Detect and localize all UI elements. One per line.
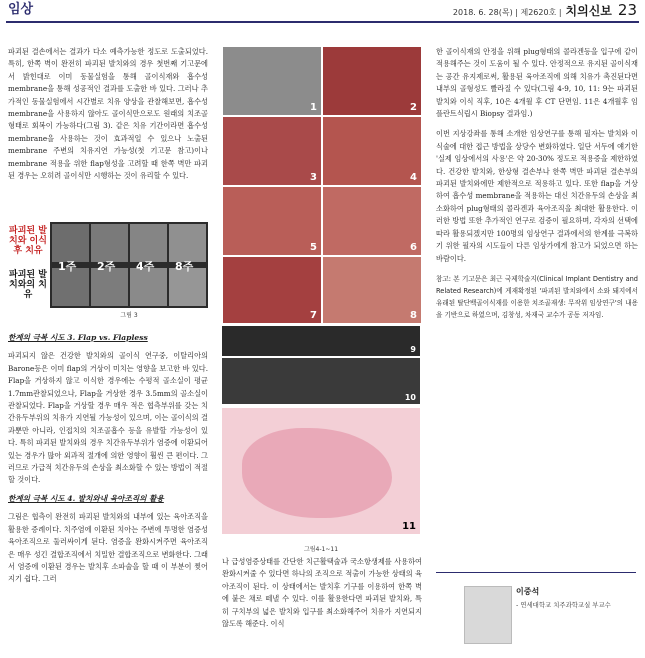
subheading-flap: 한계의 극복 시도 3. Flap vs. Flapless [8,333,148,342]
photo-1: 1 [222,46,322,116]
photo-5: 5 [222,186,322,256]
page-number: 23 [617,1,637,19]
fig4-caption: 그림4-1~11 [303,546,339,553]
right-para-2: 이번 지상강좌를 통해 소개한 임상연구를 통해 필자는 발치와 이식술에 대한 접근 방법을 상당수 변화하였다. 일단 서두에 얘기한 '실제 임상에서의 사용'은 약 20-30% 정도로 적용증을 제한하였다. 건강한 발치와, 한상형 결손부나 한쪽 벽만 파괴된 결손부의 파괴된 발치와에만 제한적으로 적용하고 있다. 또한 flap을 거상하여 흡수성 membrane을 적용하는 대신 치간유두의 손상을 최소화하여 plug형태의 콜라겐과 육아조직을 최대한 활용한다. 이러한 방법 또한 추가적인 연구로 검증이 필요하며, 각자의 선택에 따라 활용되겠지만 100명의 임상연구 결과에서의 한계를 극복하기 위한 필자의 시도들이 다른 임상가에게 참고가 되었으면 하는 바람이다. [436,129,638,263]
middle-column [222,556,422,634]
left-para-2: 파괴되지 않은 건강한 발치와의 골이식 연구중, 이탈리아의 Barone등은 이미 flap의 거상이 미치는 영향을 보고한 바 있다. Flap을 거상하지 않고 이식한 경우에는 수평적 골소실이 평균 1.7mm관찰되었으나, Flap을 거상한 경우 3.5mm의 골소실이 관찰되었다. Flap을 거상할 경우 매우 적은 협측부위를 갖는 치간유두부위의 치유가 지연될 가능성이 있으며, 이는 골이식의 결과뿐만 아니라, 인접치의 치조골흡수 등을 유발할 가능성이 있다. 특히 파괴된 발치와의 경우 치간유두부위가 염증에 이환되어 있는 경우가 많아 외과적 절개에 의한 영향이 훨씬 큰 편이다. 그러므로 가급적 치간유두의 손상을 최소화할 수 있는 방법이 적절할 것이다. [8,351,208,485]
fig3-label-top: 파괴된 발치와 이식후 치유 [9,226,47,256]
left-column [8,46,208,186]
header-rule [6,21,639,23]
photo-3: 3 [222,116,322,186]
right-column [436,46,638,325]
newspaper-brand: 치의신보 [565,4,612,18]
subheading-granulation: 한계의 극복 시도 4. 발치와내 육아조직의 활용 [8,493,164,503]
author-name: 이중석 [516,587,540,596]
author-box [436,572,636,652]
right-para-1: 한 골이식재의 안정을 위해 plug형태의 콜라겐등을 입구에 같이 적용해주는 것이 도움이 될 수 있다. 안정적으로 유지된 골이식재는 공간 유지제로써, 활용된 육아조직에 의해 치유가 촉진된다면 내부의 골형성도 빨라질 수 있다(그림 4-9, 10, 11: 9는 파괴된 발치와 이식 직후, 10은 4개월 후 CT 단면임. 11은 4개월후 임플란트식립시 Biopsy 결과임.) [436,47,638,119]
left-para-1: 파괴된 결손에서는 결과가 다소 예측가능한 정도로 도출되었다. 특히, 한쪽 벽이 완전히 파괴된 발치와의 경우 첫번째 기고문에서 밝힌대로 이미 동물실험을 통해 골이식재와 흡수성 membrane을 통해 성공적인 결과를 도출한 바 있다. 그러나 추가적인 동물실험에서 시간별로 치유 양상을 관찰해보면, 흡수성 membrane을 사용하지 않아도 골이식만으로도 원래의 치조골형태로 회복이 가능하다(그림 3). 같은 치유 기간이라면 흡수성 membrane을 사용하는 것이 효과적일 수 있으나 노출된 membrane 주변의 치유지연 가능성(첫 기고문 참고)이나 membrane 적용을 위한 flap형성을 고려할 때 한쪽 벽만 파괴된 경우는 오히려 골이식만 시행하는 것이 유리할 수 있다. [8,47,208,181]
mid-para: 나 급성염증상태를 간단한 치근활택술과 국소항생제를 사용하여 완화시켜줄 수 있다면 하나의 조직으로 적출이 가능한 상태의 육아조직이 된다. 이 상태에서는 발치후 기구를 이용하여 한쪽 벽에 붙은 채로 떼낼 수 있다. 이를 활용한다면 파괴된 발치와, 특히 구치부의 넓은 발치와 입구를 최소화해주어 치유가 지연되지 않도록 해준다. 이식 [222,557,422,629]
photo-2: 2 [322,46,422,116]
figure-3 [8,222,208,319]
left-para-3: 그림은 협측이 완전히 파괴된 발치와의 내부에 있는 육아조직을 활용한 증례이다. 치주염에 이환된 치아는 주변에 투명한 염증성 육아조직으로 둘러싸이게 된다. 염증을 완화시켜주면 육아조직은 매우 성긴 결합조직에서 치밀한 결합조직으로 변화한다. 그래서 염증에 이환된 경우는 발치후 소파술을 할 때 이 부분이 찢어지기 쉽다. 그러 [8,512,208,584]
photo-4: 4 [322,116,422,186]
photo-7: 7 [222,256,322,324]
fig3-label-bottom: 파괴된 발치와의 치유 [9,270,47,300]
fig3-week-1: 1주 [58,260,77,273]
xray-9: 9 [222,326,420,356]
photo-8: 8 [322,256,422,324]
fig3-week-4: 4주 [136,260,155,273]
fig3-week-2: 2주 [97,260,116,273]
section-title: 임상 [8,2,34,17]
fig3-week-8: 8주 [175,260,194,273]
reference-note: 참고: 본 기고문은 최근 국제학술지(Clinical Implant Dentistry and Related Research)에 게재확정된 '파괴된 발치와에서 소와 돼지에서 유래된 탈단백골이식재를 이용한 치조골재생: 무작위 임상연구'의 내용을 기반으로 하였으며, 김창성, 차재국 교수가 공동 저자임. [436,274,638,319]
figure-4-photos [222,46,422,322]
issue-info [453,0,637,23]
xray-10: 10 [222,358,420,404]
fig3-image [50,222,208,308]
author-affiliation: - 연세대학교 치주과학교실 부교수 [516,601,611,609]
photo-6: 6 [322,186,422,256]
page-header [0,0,645,20]
histology-11: 11 [222,408,420,534]
fig3-caption: 그림 3 [120,312,138,319]
issue-date: 2018. 6. 28(목) | 제2620호 | [452,8,562,17]
avatar [464,586,512,644]
left-column-lower [8,326,208,590]
